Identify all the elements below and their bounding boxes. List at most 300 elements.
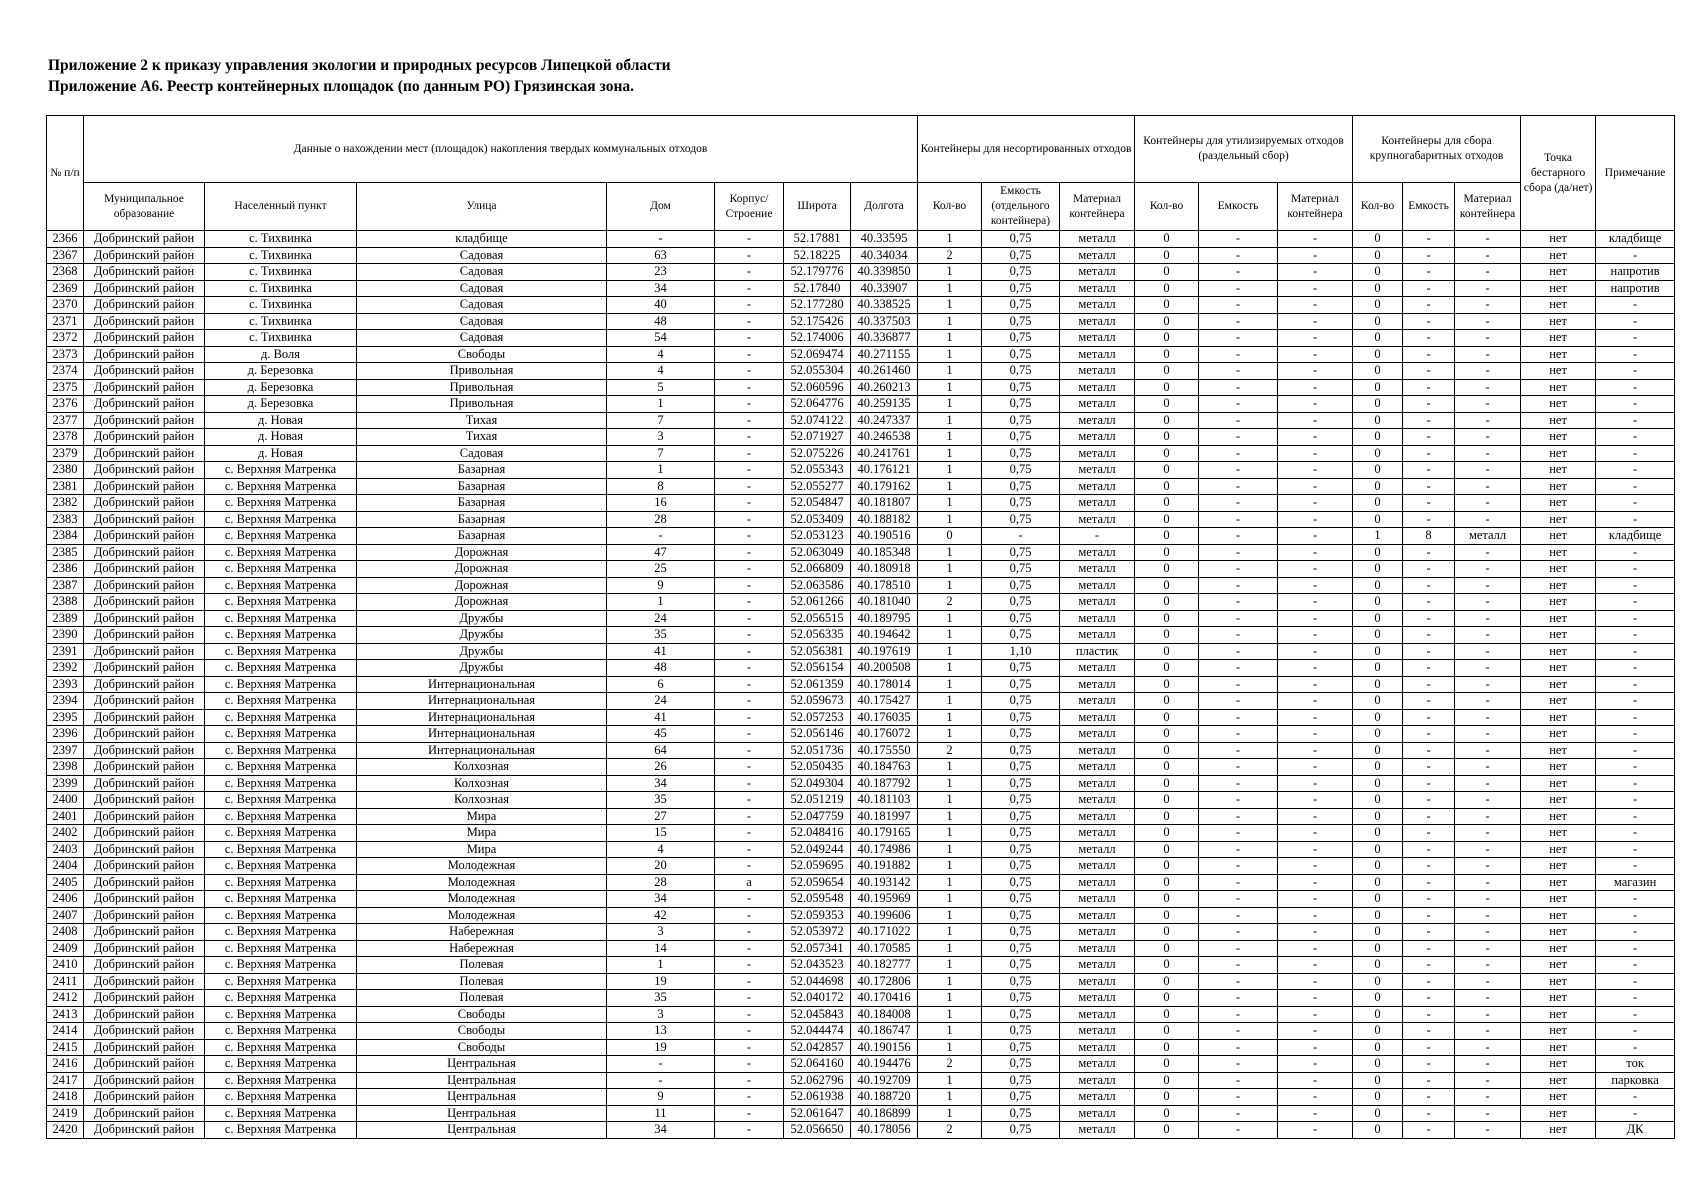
cell-bulky-count: 0	[1353, 693, 1403, 710]
cell-recycle-capacity: -	[1199, 676, 1278, 693]
cell-unsorted-material: металл	[1060, 346, 1135, 363]
cell-unsorted-count: 1	[918, 841, 982, 858]
cell-recycle-count: 0	[1135, 726, 1199, 743]
cell-free-point: нет	[1521, 1023, 1596, 1040]
cell-unsorted-capacity: 0,75	[982, 561, 1060, 578]
cell-bulky-count: 0	[1353, 577, 1403, 594]
cell-house: -	[607, 528, 715, 545]
cell-recycle-count: 0	[1135, 858, 1199, 875]
cell-building: -	[715, 511, 784, 528]
cell-num: 2370	[47, 297, 84, 314]
cell-bulky-count: 0	[1353, 1006, 1403, 1023]
cell-house: 3	[607, 429, 715, 446]
cell-num: 2377	[47, 412, 84, 429]
cell-lon: 40.338525	[851, 297, 918, 314]
cell-unsorted-capacity: 0,75	[982, 742, 1060, 759]
cell-lat: 52.064160	[784, 1056, 851, 1073]
cell-settlement: с. Тихвинка	[205, 231, 357, 248]
cell-recycle-material: -	[1278, 1089, 1353, 1106]
cell-unsorted-material: металл	[1060, 1072, 1135, 1089]
cell-unsorted-material: металл	[1060, 313, 1135, 330]
cell-lon: 40.190156	[851, 1039, 918, 1056]
cell-bulky-material: -	[1455, 561, 1521, 578]
table-row	[47, 825, 1675, 842]
table-row	[47, 528, 1675, 545]
cell-note: -	[1596, 1039, 1675, 1056]
cell-unsorted-count: 1	[918, 808, 982, 825]
cell-building: -	[715, 643, 784, 660]
cell-free-point: нет	[1521, 775, 1596, 792]
cell-num: 2371	[47, 313, 84, 330]
cell-free-point: нет	[1521, 330, 1596, 347]
cell-lat: 52.18225	[784, 247, 851, 264]
cell-recycle-material: -	[1278, 808, 1353, 825]
cell-unsorted-count: 1	[918, 759, 982, 776]
cell-recycle-capacity: -	[1199, 973, 1278, 990]
cell-municipality: Добринский район	[84, 759, 205, 776]
table-row	[47, 1072, 1675, 1089]
cell-unsorted-capacity: 0,75	[982, 495, 1060, 512]
cell-bulky-capacity: -	[1403, 990, 1455, 1007]
cell-bulky-material: -	[1455, 957, 1521, 974]
cell-unsorted-capacity: 0,75	[982, 660, 1060, 677]
cell-unsorted-material: металл	[1060, 924, 1135, 941]
cell-note: ДК	[1596, 1122, 1675, 1139]
cell-street: Набережная	[357, 940, 607, 957]
header-recycle-count: Кол-во	[1135, 183, 1199, 231]
cell-street: Садовая	[357, 330, 607, 347]
cell-settlement: с. Верхняя Матренка	[205, 627, 357, 644]
cell-unsorted-count: 1	[918, 709, 982, 726]
cell-note: -	[1596, 577, 1675, 594]
cell-lon: 40.195969	[851, 891, 918, 908]
cell-unsorted-capacity: 0,75	[982, 1023, 1060, 1040]
cell-free-point: нет	[1521, 313, 1596, 330]
cell-note: -	[1596, 561, 1675, 578]
cell-settlement: с. Верхняя Матренка	[205, 957, 357, 974]
cell-recycle-capacity: -	[1199, 990, 1278, 1007]
cell-lat: 52.059673	[784, 693, 851, 710]
cell-note: магазин	[1596, 874, 1675, 891]
cell-recycle-count: 0	[1135, 313, 1199, 330]
cell-house: 41	[607, 709, 715, 726]
cell-recycle-capacity: -	[1199, 907, 1278, 924]
cell-municipality: Добринский район	[84, 396, 205, 413]
cell-num: 2387	[47, 577, 84, 594]
cell-note: -	[1596, 379, 1675, 396]
table-row	[47, 363, 1675, 380]
cell-street: Молодежная	[357, 891, 607, 908]
cell-lon: 40.191882	[851, 858, 918, 875]
cell-unsorted-material: металл	[1060, 478, 1135, 495]
cell-house: 3	[607, 924, 715, 941]
cell-bulky-count: 0	[1353, 396, 1403, 413]
cell-settlement: с. Верхняя Матренка	[205, 462, 357, 479]
table-row	[47, 478, 1675, 495]
header-location-group: Данные о нахождении мест (площадок) накопления твердых коммунальных отходов	[84, 116, 918, 183]
cell-bulky-material: -	[1455, 726, 1521, 743]
cell-bulky-capacity: -	[1403, 231, 1455, 248]
cell-num: 2373	[47, 346, 84, 363]
cell-recycle-count: 0	[1135, 396, 1199, 413]
cell-unsorted-capacity: 0,75	[982, 544, 1060, 561]
cell-municipality: Добринский район	[84, 412, 205, 429]
cell-bulky-count: 0	[1353, 1023, 1403, 1040]
cell-recycle-material: -	[1278, 973, 1353, 990]
cell-unsorted-count: 1	[918, 973, 982, 990]
cell-recycle-capacity: -	[1199, 1105, 1278, 1122]
cell-free-point: нет	[1521, 280, 1596, 297]
cell-free-point: нет	[1521, 1039, 1596, 1056]
cell-building: -	[715, 528, 784, 545]
cell-free-point: нет	[1521, 1056, 1596, 1073]
cell-settlement: д. Березовка	[205, 396, 357, 413]
cell-recycle-count: 0	[1135, 907, 1199, 924]
cell-free-point: нет	[1521, 957, 1596, 974]
cell-note: -	[1596, 412, 1675, 429]
cell-note: -	[1596, 742, 1675, 759]
cell-recycle-count: 0	[1135, 280, 1199, 297]
cell-unsorted-count: 1	[918, 231, 982, 248]
cell-unsorted-capacity: 0,75	[982, 264, 1060, 281]
table-row	[47, 610, 1675, 627]
cell-recycle-capacity: -	[1199, 858, 1278, 875]
cell-municipality: Добринский район	[84, 577, 205, 594]
cell-recycle-count: 0	[1135, 231, 1199, 248]
cell-lat: 52.179776	[784, 264, 851, 281]
table-row	[47, 379, 1675, 396]
cell-unsorted-material: металл	[1060, 594, 1135, 611]
table-row	[47, 1056, 1675, 1073]
cell-bulky-count: 0	[1353, 808, 1403, 825]
cell-unsorted-count: 1	[918, 1023, 982, 1040]
table-row	[47, 693, 1675, 710]
table-row	[47, 907, 1675, 924]
cell-bulky-count: 0	[1353, 445, 1403, 462]
cell-lon: 40.181040	[851, 594, 918, 611]
cell-note: -	[1596, 924, 1675, 941]
cell-bulky-capacity: 8	[1403, 528, 1455, 545]
cell-unsorted-capacity: 0,75	[982, 1006, 1060, 1023]
header-free-point: Точка бестарного сбора (да/нет)	[1521, 116, 1596, 231]
cell-bulky-material: -	[1455, 924, 1521, 941]
cell-municipality: Добринский район	[84, 610, 205, 627]
cell-bulky-material: -	[1455, 247, 1521, 264]
cell-street: Центральная	[357, 1089, 607, 1106]
cell-municipality: Добринский район	[84, 1089, 205, 1106]
cell-street: Привольная	[357, 363, 607, 380]
cell-lon: 40.181997	[851, 808, 918, 825]
cell-unsorted-capacity: 0,75	[982, 891, 1060, 908]
cell-note: -	[1596, 726, 1675, 743]
cell-street: Базарная	[357, 511, 607, 528]
cell-unsorted-capacity: 0,75	[982, 973, 1060, 990]
cell-bulky-capacity: -	[1403, 891, 1455, 908]
cell-num: 2381	[47, 478, 84, 495]
table-row	[47, 742, 1675, 759]
cell-settlement: с. Верхняя Матренка	[205, 1056, 357, 1073]
cell-settlement: с. Верхняя Матренка	[205, 709, 357, 726]
header-unsorted-group: Контейнеры для несортированных отходов	[918, 116, 1135, 183]
cell-note: -	[1596, 594, 1675, 611]
cell-lon: 40.178014	[851, 676, 918, 693]
cell-building: -	[715, 1039, 784, 1056]
cell-recycle-material: -	[1278, 990, 1353, 1007]
cell-house: 6	[607, 676, 715, 693]
cell-bulky-capacity: -	[1403, 874, 1455, 891]
cell-bulky-material: -	[1455, 825, 1521, 842]
cell-bulky-count: 0	[1353, 478, 1403, 495]
cell-house: 1	[607, 957, 715, 974]
cell-free-point: нет	[1521, 874, 1596, 891]
cell-free-point: нет	[1521, 924, 1596, 941]
cell-recycle-capacity: -	[1199, 247, 1278, 264]
cell-num: 2415	[47, 1039, 84, 1056]
table-row	[47, 660, 1675, 677]
cell-unsorted-material: металл	[1060, 990, 1135, 1007]
cell-recycle-count: 0	[1135, 544, 1199, 561]
cell-recycle-count: 0	[1135, 1105, 1199, 1122]
cell-unsorted-capacity: 0,75	[982, 297, 1060, 314]
cell-unsorted-count: 1	[918, 1039, 982, 1056]
cell-recycle-capacity: -	[1199, 627, 1278, 644]
cell-unsorted-material: металл	[1060, 363, 1135, 380]
cell-house: 4	[607, 346, 715, 363]
cell-note: -	[1596, 940, 1675, 957]
cell-bulky-count: 1	[1353, 528, 1403, 545]
cell-municipality: Добринский район	[84, 660, 205, 677]
cell-municipality: Добринский район	[84, 363, 205, 380]
cell-lat: 52.175426	[784, 313, 851, 330]
cell-lat: 52.069474	[784, 346, 851, 363]
cell-lon: 40.188720	[851, 1089, 918, 1106]
cell-unsorted-material: металл	[1060, 429, 1135, 446]
cell-municipality: Добринский район	[84, 429, 205, 446]
cell-municipality: Добринский район	[84, 874, 205, 891]
cell-street: Садовая	[357, 297, 607, 314]
cell-note: -	[1596, 907, 1675, 924]
cell-bulky-capacity: -	[1403, 1122, 1455, 1139]
cell-recycle-material: -	[1278, 478, 1353, 495]
cell-num: 2398	[47, 759, 84, 776]
cell-street: Привольная	[357, 396, 607, 413]
cell-bulky-count: 0	[1353, 957, 1403, 974]
cell-unsorted-material: металл	[1060, 264, 1135, 281]
cell-free-point: нет	[1521, 247, 1596, 264]
cell-num: 2397	[47, 742, 84, 759]
cell-recycle-capacity: -	[1199, 759, 1278, 776]
cell-unsorted-material: металл	[1060, 792, 1135, 809]
cell-house: 40	[607, 297, 715, 314]
cell-note: -	[1596, 610, 1675, 627]
cell-bulky-capacity: -	[1403, 858, 1455, 875]
cell-unsorted-capacity: 0,75	[982, 808, 1060, 825]
cell-unsorted-capacity: 0,75	[982, 396, 1060, 413]
cell-recycle-capacity: -	[1199, 709, 1278, 726]
cell-num: 2417	[47, 1072, 84, 1089]
cell-street: Дорожная	[357, 561, 607, 578]
cell-building: -	[715, 792, 784, 809]
cell-bulky-material: -	[1455, 1023, 1521, 1040]
cell-lon: 40.170585	[851, 940, 918, 957]
document-title-line-2: Приложение А6. Реестр контейнерных площадок (по данным РО) Грязинская зона.	[48, 78, 634, 95]
cell-free-point: нет	[1521, 940, 1596, 957]
cell-recycle-material: -	[1278, 1023, 1353, 1040]
cell-recycle-material: -	[1278, 396, 1353, 413]
table-row	[47, 280, 1675, 297]
cell-unsorted-material: металл	[1060, 445, 1135, 462]
cell-bulky-material: -	[1455, 1006, 1521, 1023]
cell-unsorted-material: металл	[1060, 577, 1135, 594]
cell-bulky-count: 0	[1353, 264, 1403, 281]
cell-recycle-count: 0	[1135, 462, 1199, 479]
cell-bulky-capacity: -	[1403, 462, 1455, 479]
cell-recycle-count: 0	[1135, 1023, 1199, 1040]
cell-bulky-material: -	[1455, 841, 1521, 858]
cell-unsorted-material: металл	[1060, 742, 1135, 759]
cell-recycle-count: 0	[1135, 1089, 1199, 1106]
cell-free-point: нет	[1521, 841, 1596, 858]
cell-note: -	[1596, 445, 1675, 462]
cell-bulky-count: 0	[1353, 495, 1403, 512]
cell-free-point: нет	[1521, 495, 1596, 512]
table-row	[47, 1122, 1675, 1139]
cell-recycle-material: -	[1278, 709, 1353, 726]
cell-free-point: нет	[1521, 825, 1596, 842]
cell-street: Садовая	[357, 313, 607, 330]
cell-house: 7	[607, 445, 715, 462]
cell-free-point: нет	[1521, 759, 1596, 776]
cell-unsorted-material: металл	[1060, 330, 1135, 347]
cell-recycle-count: 0	[1135, 660, 1199, 677]
cell-house: 19	[607, 1039, 715, 1056]
cell-municipality: Добринский район	[84, 231, 205, 248]
cell-free-point: нет	[1521, 907, 1596, 924]
cell-recycle-capacity: -	[1199, 742, 1278, 759]
cell-bulky-material: -	[1455, 874, 1521, 891]
cell-recycle-capacity: -	[1199, 280, 1278, 297]
cell-lon: 40.175427	[851, 693, 918, 710]
cell-street: Привольная	[357, 379, 607, 396]
cell-bulky-capacity: -	[1403, 1089, 1455, 1106]
cell-note: -	[1596, 363, 1675, 380]
cell-lat: 52.075226	[784, 445, 851, 462]
cell-recycle-material: -	[1278, 379, 1353, 396]
cell-bulky-material: -	[1455, 676, 1521, 693]
cell-settlement: с. Верхняя Матренка	[205, 973, 357, 990]
cell-street: Молодежная	[357, 874, 607, 891]
cell-municipality: Добринский район	[84, 957, 205, 974]
cell-unsorted-material: металл	[1060, 874, 1135, 891]
cell-unsorted-count: 1	[918, 577, 982, 594]
cell-lat: 52.056381	[784, 643, 851, 660]
cell-municipality: Добринский район	[84, 478, 205, 495]
cell-recycle-count: 0	[1135, 742, 1199, 759]
cell-house: 24	[607, 693, 715, 710]
cell-bulky-material: -	[1455, 1089, 1521, 1106]
cell-unsorted-count: 1	[918, 544, 982, 561]
cell-bulky-capacity: -	[1403, 709, 1455, 726]
cell-note: кладбище	[1596, 528, 1675, 545]
cell-lon: 40.247337	[851, 412, 918, 429]
cell-free-point: нет	[1521, 643, 1596, 660]
cell-unsorted-count: 1	[918, 478, 982, 495]
cell-unsorted-material: металл	[1060, 1122, 1135, 1139]
cell-building: -	[715, 693, 784, 710]
cell-municipality: Добринский район	[84, 264, 205, 281]
cell-note: -	[1596, 709, 1675, 726]
cell-unsorted-capacity: 0,75	[982, 1072, 1060, 1089]
cell-unsorted-capacity: 0,75	[982, 313, 1060, 330]
cell-bulky-capacity: -	[1403, 742, 1455, 759]
cell-bulky-material: -	[1455, 759, 1521, 776]
cell-unsorted-count: 1	[918, 775, 982, 792]
cell-lon: 40.179162	[851, 478, 918, 495]
cell-unsorted-capacity: 0,75	[982, 330, 1060, 347]
cell-municipality: Добринский район	[84, 627, 205, 644]
cell-unsorted-material: металл	[1060, 841, 1135, 858]
cell-unsorted-material: металл	[1060, 1105, 1135, 1122]
cell-bulky-material: металл	[1455, 528, 1521, 545]
cell-free-point: нет	[1521, 610, 1596, 627]
cell-building: -	[715, 429, 784, 446]
cell-street: Базарная	[357, 528, 607, 545]
table-row	[47, 264, 1675, 281]
cell-num: 2396	[47, 726, 84, 743]
cell-note: -	[1596, 627, 1675, 644]
cell-note: -	[1596, 478, 1675, 495]
cell-recycle-material: -	[1278, 1072, 1353, 1089]
cell-lon: 40.192709	[851, 1072, 918, 1089]
cell-unsorted-material: металл	[1060, 709, 1135, 726]
cell-unsorted-material: металл	[1060, 1023, 1135, 1040]
table-row	[47, 874, 1675, 891]
cell-municipality: Добринский район	[84, 594, 205, 611]
cell-free-point: нет	[1521, 594, 1596, 611]
cell-settlement: д. Березовка	[205, 379, 357, 396]
cell-unsorted-count: 1	[918, 363, 982, 380]
cell-recycle-count: 0	[1135, 412, 1199, 429]
cell-lat: 52.045843	[784, 1006, 851, 1023]
cell-house: 13	[607, 1023, 715, 1040]
cell-bulky-count: 0	[1353, 379, 1403, 396]
cell-free-point: нет	[1521, 445, 1596, 462]
cell-unsorted-count: 1	[918, 264, 982, 281]
cell-unsorted-material: металл	[1060, 759, 1135, 776]
cell-unsorted-count: 1	[918, 891, 982, 908]
cell-lon: 40.189795	[851, 610, 918, 627]
cell-bulky-count: 0	[1353, 924, 1403, 941]
cell-lon: 40.174986	[851, 841, 918, 858]
table-row	[47, 346, 1675, 363]
cell-note: -	[1596, 313, 1675, 330]
cell-note: -	[1596, 973, 1675, 990]
cell-bulky-capacity: -	[1403, 313, 1455, 330]
cell-settlement: с. Верхняя Матренка	[205, 924, 357, 941]
cell-municipality: Добринский район	[84, 775, 205, 792]
cell-unsorted-material: металл	[1060, 495, 1135, 512]
cell-unsorted-material: пластик	[1060, 643, 1135, 660]
cell-unsorted-count: 2	[918, 1056, 982, 1073]
cell-num: 2406	[47, 891, 84, 908]
cell-house: 28	[607, 511, 715, 528]
cell-bulky-capacity: -	[1403, 627, 1455, 644]
cell-note: -	[1596, 808, 1675, 825]
cell-recycle-capacity: -	[1199, 610, 1278, 627]
table-row	[47, 1006, 1675, 1023]
cell-bulky-count: 0	[1353, 990, 1403, 1007]
table-row	[47, 511, 1675, 528]
